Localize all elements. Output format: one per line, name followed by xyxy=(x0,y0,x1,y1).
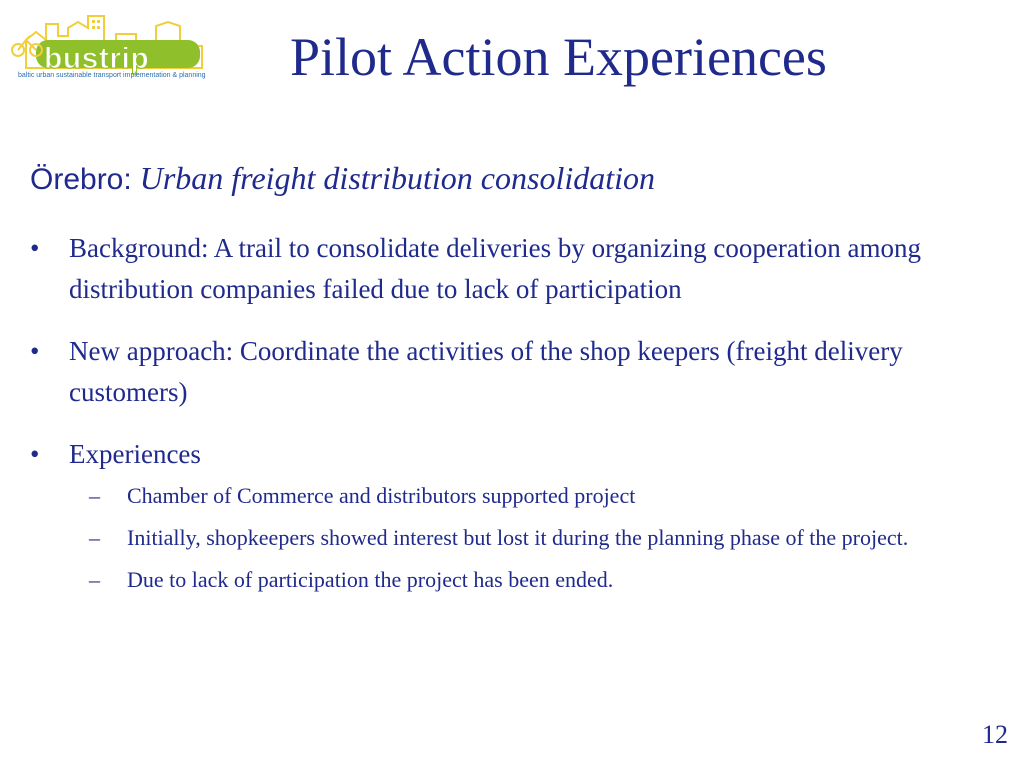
bullet-text: New approach: Coordinate the activities of the shop keepers (freight delivery customers) xyxy=(69,336,903,407)
logo-tagline: baltic urban sustainable transport implementation & planning xyxy=(18,72,206,79)
bullet-text: Background: A trail to consolidate deliveries by organizing cooperation among distribution companies failed due to lack of participation xyxy=(69,233,922,304)
sub-bullet-mark: – xyxy=(89,567,100,592)
page-number: 12 xyxy=(982,720,1008,749)
sub-bullet-text: Initially, shopkeepers showed interest but lost it during the planning phase of the project. xyxy=(127,525,909,550)
bullet-list xyxy=(30,228,980,618)
bullet-item xyxy=(30,228,980,310)
bustrip-logo xyxy=(6,12,216,88)
bullet-mark: • xyxy=(30,336,40,366)
bullet-mark: • xyxy=(30,439,40,469)
bullet-mark: • xyxy=(30,233,40,263)
bullet-text: Experiences xyxy=(69,439,201,469)
sub-bullet-mark: – xyxy=(89,483,100,508)
sub-bullet-list xyxy=(69,479,980,597)
sub-bullet-item xyxy=(69,521,980,555)
sub-bullet-item xyxy=(69,563,980,597)
bullet-item xyxy=(30,434,980,597)
sub-bullet-text: Chamber of Commerce and distributors supported project xyxy=(127,483,636,508)
sub-bullet-mark: – xyxy=(89,525,100,550)
sub-bullet-text: Due to lack of participation the project has been ended. xyxy=(127,567,614,592)
bullet-item xyxy=(30,331,980,413)
sub-bullet-item xyxy=(69,479,980,513)
heading-place: Örebro: xyxy=(30,163,132,196)
slide-title: Pilot Action Experiences xyxy=(290,27,827,87)
heading-topic: Urban freight distribution consolidation xyxy=(139,160,655,196)
section-heading xyxy=(30,160,655,197)
logo-wordmark: bustrip xyxy=(44,42,150,75)
